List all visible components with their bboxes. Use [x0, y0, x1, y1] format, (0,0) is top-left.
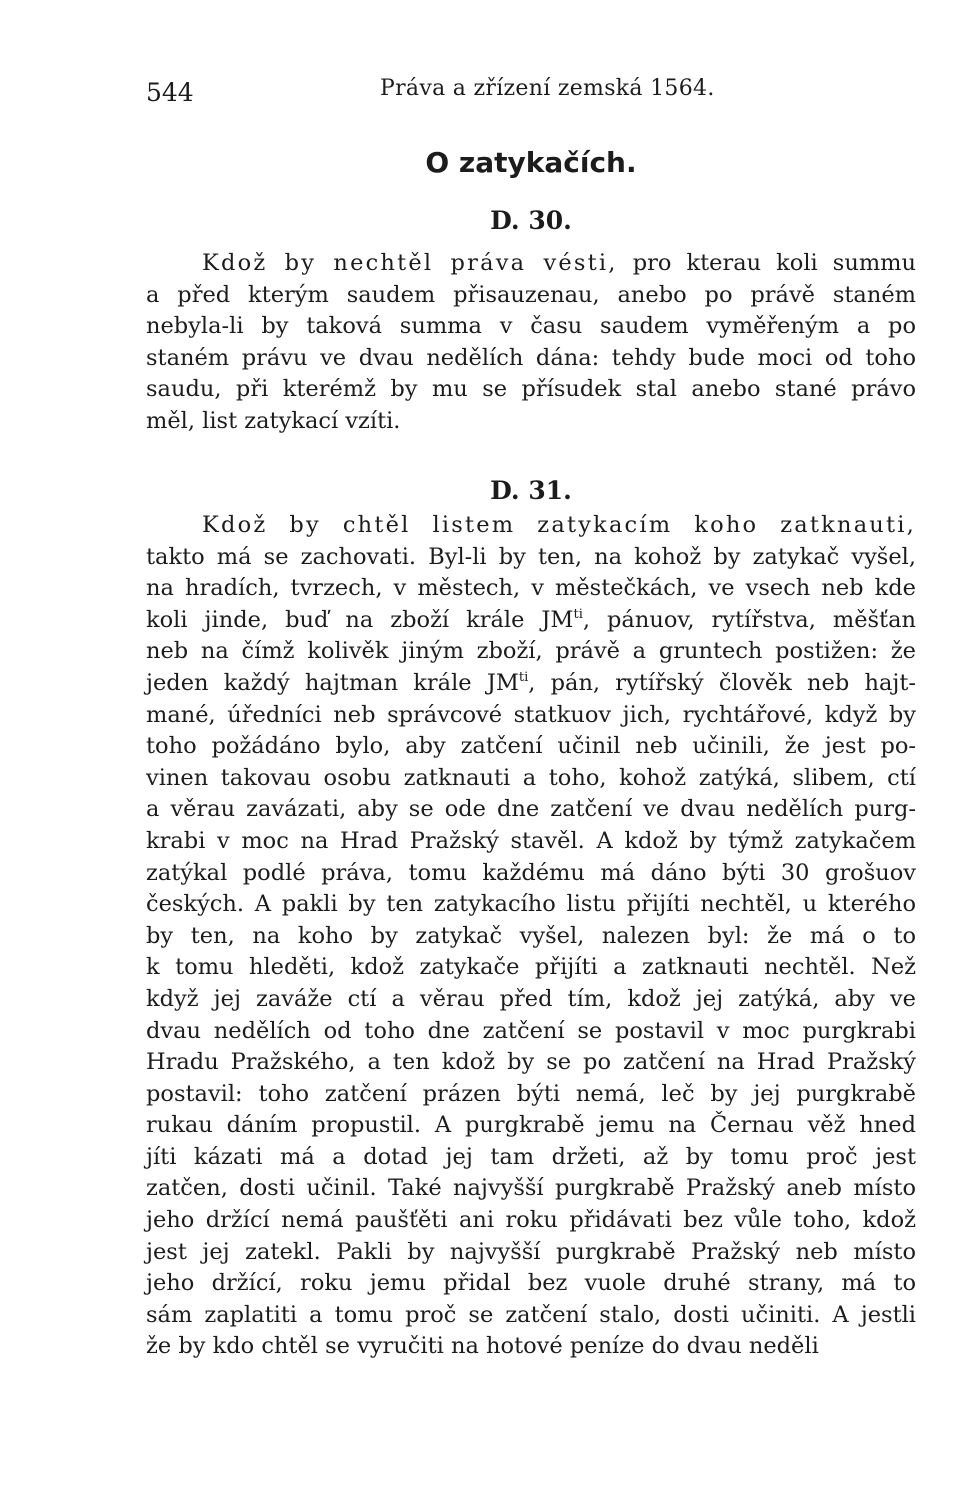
text-line: [146, 858, 916, 890]
text-line: [146, 763, 916, 795]
line-text: krabi v moc na Hrad Pražský stavěl. A kdož by týmž zatykačem: [146, 827, 916, 854]
line-text: k tomu hleděti, kdož zatykače přijíti a zatknauti nechtěl. Než: [146, 954, 916, 981]
line-text: nebyla-li by taková summa v času saudem vyměřeným a po: [146, 313, 916, 340]
spaced-lead-phrase: Kdož by nechtěl práva vésti,: [202, 250, 618, 276]
text-line: [146, 1300, 916, 1332]
line-text: saudu, při kterémž by mu se přísudek stal anebo stané právo: [146, 376, 916, 403]
line-text: toho požádáno bylo, aby zatčení učinil neb učinili, že jest po-: [146, 733, 916, 760]
line-text: a před kterým saudem přisauzenau, anebo po právě staném: [146, 281, 916, 308]
line-text: dvau nedělích od toho dne zatčení se postavil v moc purgkrabi: [146, 1017, 916, 1044]
text-line: [146, 248, 916, 280]
text-line: [146, 1079, 916, 1111]
text-line: [146, 573, 916, 605]
page-header: [146, 76, 916, 112]
text-line: [146, 921, 916, 953]
text-line: [146, 1110, 916, 1142]
line-text: českých. A pakli by ten zatykacího listu přijíti nechtěl, u kterého: [146, 891, 916, 918]
text-line: [146, 1047, 916, 1079]
line-text: jeden každý hajtman krále JM: [146, 669, 519, 696]
line-text: jíti kázati má a dotad jej tam držeti, až by tomu proč jest: [146, 1143, 916, 1170]
text-line: [146, 731, 916, 763]
text-line: [146, 343, 916, 375]
text-line: [146, 510, 916, 542]
text-line: [146, 984, 916, 1016]
line-text: by ten, na koho by zatykač vyšel, nalezen byl: že má o to: [146, 922, 916, 949]
text-line: [146, 1268, 916, 1300]
text-line: [146, 636, 916, 668]
book-page: [146, 0, 916, 1488]
text-line: [146, 952, 916, 984]
text-line: [146, 668, 916, 700]
line-text: neb na čímž kolivěk jiným zboží, právě a gruntech postižen: že: [146, 638, 916, 665]
text-line: [146, 1016, 916, 1048]
line-text: jeho držící, roku jemu přidal bez vuole druhé strany, má to: [146, 1270, 916, 1297]
section-heading-d31: D. 31.: [490, 476, 572, 505]
section-heading-d30: D. 30.: [490, 206, 572, 235]
section-paragraph-d30: [146, 248, 916, 438]
line-text: pro kterau koli summu: [632, 250, 916, 276]
superscript: ti: [518, 669, 529, 685]
line-text-continued: , pánuov, rytířstva, měšťan: [582, 606, 917, 633]
line-text-continued: , pán, rytířský člověk neb hajt-: [528, 669, 916, 696]
line-text: že by kdo chtěl se vyručiti na hotové peníze do dvau neděli: [146, 1333, 819, 1360]
text-line: [146, 1142, 916, 1174]
line-text: mané, úředníci neb správcové statkuov jich, rychtářové, když by: [146, 701, 916, 728]
text-line: [146, 406, 916, 438]
line-text: vinen takovau osobu zatknauti a toho, kohož zatýká, slibem, ctí: [146, 764, 916, 791]
superscript: ti: [573, 606, 583, 622]
line-text: když jej zaváže ctí a věrau před tím, kdož jej zatýká, aby ve: [146, 985, 916, 1012]
text-line: [146, 1205, 916, 1237]
text-line: [146, 374, 916, 406]
running-title: Práva a zřízení zemská 1564.: [380, 76, 715, 101]
line-text: staném právu ve dvau nedělích dána: tehdy bude moci od toho: [146, 344, 916, 371]
text-line: [146, 1331, 916, 1363]
line-text: a věrau zavázati, aby se ode dne zatčení ve dvau nedělích purg-: [146, 796, 916, 823]
text-line: [146, 826, 916, 858]
chapter-title: O zatykačích.: [425, 146, 637, 179]
line-text: sám zaplatiti a tomu proč se zatčení stalo, dosti učiniti. A jestli: [146, 1301, 916, 1328]
section-paragraph-d31: [146, 510, 916, 1363]
text-line: [146, 605, 916, 637]
line-text: jeho držící nemá paušťěti ani roku přidávati bez vůle toho, kdož: [146, 1207, 916, 1234]
line-text: jest jej zatekl. Pakli by najvyšší purgkrabě Pražský neb místo: [146, 1238, 916, 1265]
line-text: zatýkal podlé práva, tomu každému má dáno býti 30 grošuov: [146, 859, 916, 886]
line-text: takto má se zachovati. Byl-li by ten, na kohož by zatykač vyšel,: [146, 543, 916, 570]
spaced-lead-phrase: Kdož by chtěl listem zatykacím koho zatknauti,: [202, 512, 916, 538]
line-text: koli jinde, buď na zboží krále JM: [146, 606, 574, 633]
line-text: rukau dáním propustil. A purgkrabě jemu na Černau věž hned: [146, 1112, 916, 1139]
text-line: [146, 542, 916, 574]
line-text: na hradích, tvrzech, v městech, v městečkách, ve vsech neb kde: [146, 575, 916, 602]
text-line: [146, 1237, 916, 1269]
text-line: [146, 889, 916, 921]
line-text: Hradu Pražského, a ten kdož by se po zatčení na Hrad Pražský: [146, 1049, 916, 1076]
text-line: [146, 700, 916, 732]
line-text: zatčen, dosti učinil. Také najvyšší purgkrabě Pražský aneb místo: [146, 1175, 916, 1202]
line-text: měl, list zatykací vzíti.: [146, 407, 401, 434]
text-line: [146, 1173, 916, 1205]
text-line: [146, 311, 916, 343]
text-line: [146, 280, 916, 312]
text-line: [146, 794, 916, 826]
page-number: 544: [146, 78, 194, 107]
line-text: postavil: toho zatčení prázen býti nemá, leč by jej purgkrabě: [146, 1080, 916, 1107]
